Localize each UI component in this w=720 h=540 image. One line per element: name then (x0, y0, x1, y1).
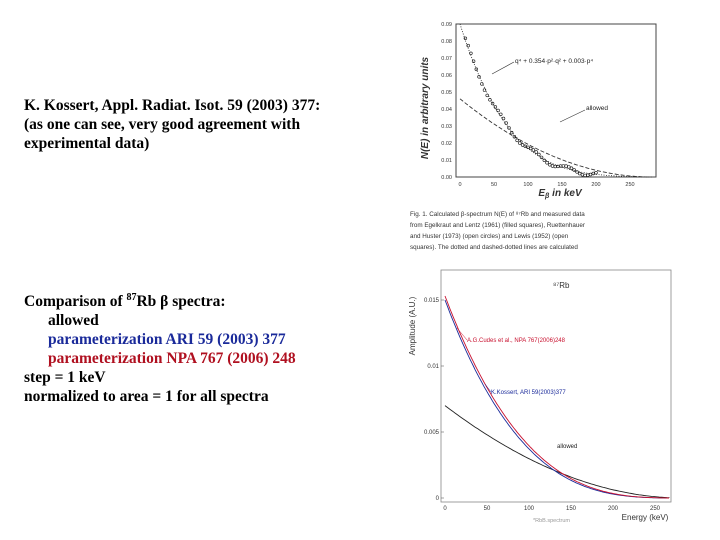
top-plot-frame (456, 24, 656, 177)
item-ari: parameterization ARI 59 (2003) 377 (48, 331, 286, 349)
top-x-tick-label: 250 (625, 182, 635, 188)
top-data-point (464, 37, 467, 40)
bottom-x-tick-label: 100 (523, 506, 535, 512)
top-y-tick-label: 0.09 (441, 22, 452, 28)
top-y-axis-label: N(E) in arbitrary units (420, 56, 431, 160)
bottom-x-axis-label: Energy (keV) (621, 513, 669, 522)
bottom-x-tick-label: 0 (443, 506, 447, 512)
bottom-ari-curve (445, 300, 669, 498)
top-allowed-label: allowed (586, 105, 609, 112)
bottom-npa-curve (445, 296, 669, 498)
top-data-point (570, 167, 573, 170)
allowed-curve-label: allowed (557, 444, 578, 450)
step-line: step = 1 keV (24, 369, 106, 387)
ari-curve-label: K.Kossert, ARI 59(2003)377 (491, 390, 566, 396)
svg-text:and Huster (1973) (open circle: and Huster (1973) (open circles) and Lewis (1952) (open (410, 233, 569, 240)
bottom-x-tick-label: 250 (649, 506, 661, 512)
top-x-tick-label: 0 (458, 182, 462, 188)
top-data-point (589, 173, 592, 176)
top-spectrum-figure (410, 18, 670, 260)
top-data-point (502, 117, 505, 120)
top-data-point (546, 161, 549, 164)
top-data-point (535, 151, 538, 154)
isotope-label: ⁸⁷Rb (553, 281, 570, 290)
bottom-x-tick-label: 50 (483, 506, 491, 512)
reference-line-2: (as one can see, very good agreement with (24, 116, 301, 133)
top-data-point (497, 109, 500, 112)
top-data-point (548, 163, 551, 166)
top-data-point (595, 171, 598, 174)
top-allowed-pointer (560, 110, 585, 122)
top-data-point (538, 153, 541, 156)
watermark-text: *RbB.spectrum (533, 518, 570, 524)
top-data-point (559, 165, 562, 168)
bottom-allowed-curve (445, 406, 669, 498)
bottom-y-tick-label: 0.015 (423, 298, 439, 304)
top-x-tick-label: 100 (523, 182, 533, 188)
top-x-tick-label: 200 (591, 182, 601, 188)
top-curves (460, 24, 652, 177)
top-x-ticks (458, 182, 634, 188)
top-data-point (551, 165, 554, 168)
top-y-tick-label: 0.04 (441, 107, 452, 113)
top-formula-label: q⁴ + 0.354·p²·q² + 0.003·p⁴ (515, 58, 594, 65)
top-data-point (554, 165, 557, 168)
top-y-tick-label: 0.01 (441, 158, 452, 164)
bottom-plot-frame (441, 270, 671, 502)
top-data-point (592, 172, 595, 175)
top-data-point (480, 83, 483, 86)
comparison-text-block (24, 288, 404, 406)
item-allowed: allowed (48, 312, 99, 330)
bottom-x-ticks (443, 506, 660, 512)
bottom-y-tick-label: 0.01 (427, 364, 439, 370)
reference-line-3: experimental data) (24, 135, 150, 152)
top-y-tick-label: 0.07 (441, 56, 452, 62)
item-npa: parameterization NPA 767 (2006) 248 (48, 350, 296, 368)
top-x-tick-label: 50 (490, 182, 498, 188)
top-data-point (529, 147, 532, 150)
normalization-line: normalized to area = 1 for all spectra (24, 388, 269, 406)
svg-text:from Egelkraut and Lentz (1961: from Egelkraut and Lentz (1961) (filled squares), Ruettenhauer (410, 222, 586, 229)
top-data-point (499, 113, 502, 116)
top-x-tick-label: 150 (557, 182, 567, 188)
top-y-ticks (441, 22, 452, 181)
svg-text:Fig. 1. Calculated β-spectrum: Fig. 1. Calculated β-spectrum N(E) of ⁸⁷Rb and measured data (410, 211, 585, 218)
top-data-point (562, 165, 565, 168)
top-data-point (584, 174, 587, 177)
bottom-y-tick-label: 0.005 (423, 430, 439, 436)
top-y-tick-label: 0.00 (441, 175, 452, 181)
top-formula-pointer (492, 62, 514, 74)
top-y-tick-label: 0.05 (441, 90, 452, 96)
svg-text:squares). The dotted and dashe: squares). The dotted and dashed-dotted lines are calculated (410, 244, 578, 251)
top-x-axis-label: $E_\beta$ in keV (538, 188, 582, 200)
top-data-point (540, 156, 543, 159)
top-data-point (516, 139, 519, 142)
top-data-point (565, 165, 568, 168)
reference-line-1: K. Kossert, Appl. Radiat. Isot. 59 (2003) 377: (24, 97, 321, 114)
comparison-title: Comparison of $^{87}$Rb β spectra: (24, 292, 226, 311)
top-y-tick-label: 0.06 (441, 73, 452, 79)
top-data-point (581, 173, 584, 176)
bottom-spectrum-figure (405, 266, 675, 530)
top-data-point (486, 94, 489, 97)
top-data-point (578, 172, 581, 175)
reference-text-block (24, 96, 394, 153)
bottom-curves (445, 296, 669, 498)
bottom-y-tick-label: 0 (435, 496, 439, 502)
bottom-x-tick-label: 200 (607, 506, 619, 512)
top-data-point (586, 174, 589, 177)
top-data-point (567, 166, 570, 169)
top-y-tick-label: 0.02 (441, 141, 452, 147)
top-data-point (521, 144, 524, 147)
top-y-tick-label: 0.08 (441, 39, 452, 45)
top-data-point (532, 149, 535, 152)
top-y-tick-label: 0.03 (441, 124, 452, 130)
bottom-x-tick-label: 150 (565, 506, 577, 512)
npa-curve-label: A.G.Cudes et al., NPA 767(2006)248 (467, 338, 565, 344)
top-figure-caption (410, 211, 585, 251)
top-data-point (518, 142, 521, 145)
bottom-y-axis-label: Amplitude (A.U.) (408, 296, 417, 356)
